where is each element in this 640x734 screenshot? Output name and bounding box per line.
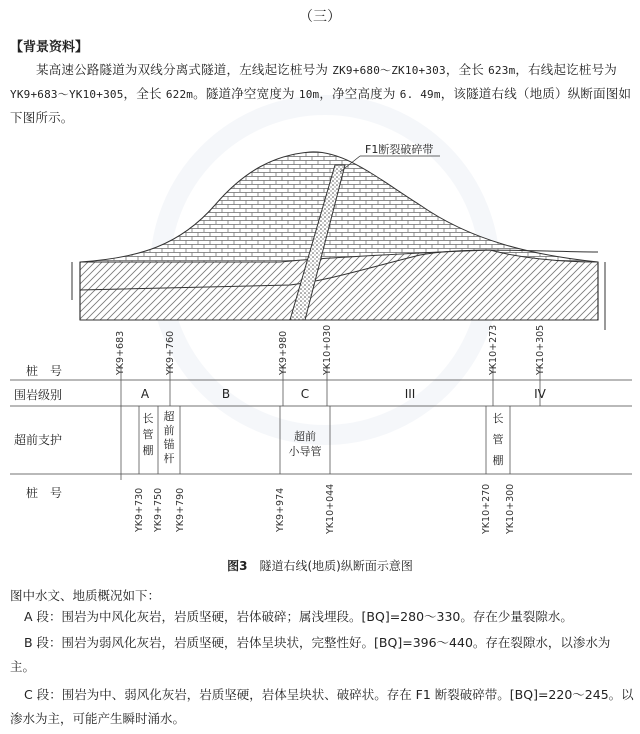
row-support-label: 超前支护	[14, 433, 63, 447]
segment-c-text: C 段：围岩为中、弱风化灰岩，岩质坚硬，岩体呈块状、破碎状。存在 F1 断裂破碎带。[BQ]=220～245。以渗水为主，可能产生瞬时涌水。	[10, 687, 634, 726]
support-label: 管	[492, 433, 504, 446]
grade-label: IV	[534, 387, 546, 401]
conditions-intro: 图中水文、地质概况如下：	[10, 588, 161, 603]
fault-label: F1断裂破碎带	[365, 143, 434, 156]
row-station2-label: 桩 号	[26, 486, 63, 500]
support-label: 长	[492, 412, 504, 425]
bottom-station-label: YK9+974	[275, 487, 286, 532]
grade-label: C	[300, 387, 310, 401]
row-grade-label: 围岩级别	[14, 388, 63, 402]
top-station-label: YK10+305	[535, 324, 546, 375]
row-station-label: 桩 号	[26, 364, 63, 378]
background-label: 【背景资料】	[10, 40, 89, 55]
support-label: 管	[142, 428, 154, 441]
bottom-station-label: YK9+790	[175, 487, 186, 532]
bottom-station-label: YK10+270	[481, 483, 492, 534]
support-label: 棚	[492, 454, 504, 467]
support-label: 长	[142, 412, 154, 425]
segment-b-text: B 段：围岩为弱风化灰岩，岩质坚硬，岩体呈块状，完整性好。[BQ]=396～440。存在裂隙水，以渗水为主。	[10, 635, 611, 674]
bottom-station-label: YK10+044	[325, 483, 336, 534]
station-tick-lines	[121, 365, 540, 480]
top-station-label: YK10+030	[322, 324, 333, 375]
support-label: 棚	[142, 444, 154, 457]
support-label: 锚	[163, 438, 175, 451]
figure-caption: 图3 隧道右线(地质)纵断面示意图	[227, 559, 413, 573]
support-label: 小导管	[288, 445, 322, 458]
background-paragraph: 某高速公路隧道为双线分离式隧道，左线起讫桩号为 ZK9+680～ZK10+303，全长 623m，右线起讫桩号为 YK9+683～YK10+305，全长 622m。隧道净空宽度为 10m，净空高度为 6. 49m，该隧道右线（地质）纵断面图如下图所示。	[10, 62, 632, 125]
support-label: 超	[163, 410, 175, 423]
top-station-label: YK10+273	[488, 324, 499, 375]
grade-label: B	[221, 387, 231, 401]
support-label: 超前	[294, 430, 316, 443]
support-label: 前	[163, 424, 175, 437]
segment-a-text: A 段：围岩为中风化灰岩，岩质坚硬，岩体破碎；属浅埋段。[BQ]=280～330。存在少量裂隙水。	[24, 609, 573, 624]
section-title: （三）	[299, 9, 341, 25]
top-station-label: YK9+683	[115, 330, 126, 375]
grade-label: A	[140, 387, 150, 401]
top-station-label: YK9+980	[278, 330, 289, 375]
bottom-station-label: YK9+750	[153, 487, 164, 532]
bottom-station-label: YK9+730	[134, 487, 145, 532]
support-label: 杆	[163, 452, 175, 465]
bottom-station-label: YK10+300	[505, 483, 516, 534]
top-station-label: YK9+760	[165, 330, 176, 375]
grade-label: III	[404, 387, 416, 401]
